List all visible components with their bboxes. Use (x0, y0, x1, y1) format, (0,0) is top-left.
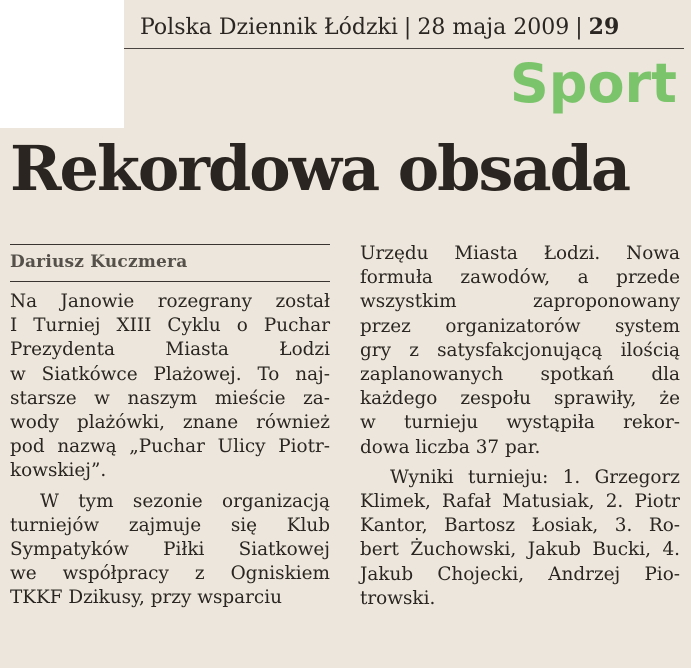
text-line: gry z satysfakcjonującą ilością (360, 339, 680, 361)
text-line: I Turniej XIII Cyklu o Puchar (10, 315, 330, 337)
page-number: 29 (588, 14, 620, 40)
text-line: przez organizatorów system (360, 315, 680, 337)
text-line: zaplanowanych spotkań dla (360, 364, 680, 386)
text-line: w Siatkówce Plażowej. To naj- (10, 363, 330, 385)
text-line: wody plażówki, znane również (10, 412, 330, 434)
text-line: Sympatyków Piłki Siatkowej (10, 539, 330, 561)
text-line: TKKF Dzikusy, przy wsparciu (10, 587, 282, 609)
text-line: Urzędu Miasta Łodzi. Nowa (360, 243, 680, 264)
text-line: turniejów zajmuje się Klub (10, 514, 330, 536)
issue-date: 28 maja 2009 (417, 15, 570, 40)
text-line: wszystkim zaproponowany (360, 291, 680, 313)
article-column-2 (360, 242, 680, 611)
newspaper-header (140, 14, 619, 40)
section-label: Sport (509, 52, 677, 115)
paragraph (360, 466, 680, 611)
byline-rule-top (10, 244, 330, 245)
paragraph (10, 290, 330, 484)
text-line: w turnieju wystąpiła rekor- (360, 412, 680, 434)
text-line: starsze w naszym mieście za- (10, 387, 330, 409)
header-separator: | (403, 15, 412, 40)
text-line: formuła zawodów, a przede (360, 267, 680, 289)
article-headline: Rekordowa obsada (10, 132, 630, 205)
author-byline: Dariusz Kuczmera (10, 252, 188, 272)
text-line: Na Janowie rozegrany został (10, 291, 330, 312)
paragraph (10, 490, 330, 611)
text-line: dowa liczba 37 par. (360, 436, 541, 458)
text-line: Klimek, Rafał Matusiak, 2. Piotr (360, 491, 680, 513)
text-line: Prezydenta Miasta Łodzi (10, 339, 330, 361)
newspaper-name: Polska Dziennik Łódzki (140, 15, 398, 40)
text-line: Jakub Chojecki, Andrzej Pio- (360, 563, 680, 585)
text-line: we współpracy z Ogniskiem (10, 563, 330, 585)
text-line: W tym sezonie organizacją (40, 490, 330, 512)
text-line: trowski. (360, 587, 436, 609)
header-separator: | (575, 15, 583, 40)
byline-rule-bottom (10, 281, 330, 282)
text-line: kowskiej”. (10, 460, 107, 482)
text-line: Wyniki turnieju: 1. Grzegorz (390, 466, 680, 488)
header-rule (124, 48, 684, 49)
text-line: Kantor, Bartosz Łosiak, 3. Ro- (360, 515, 680, 537)
text-line: każdego zespołu sprawiły, że (360, 388, 680, 410)
text-line: pod nazwą „Puchar Ulicy Piotr- (10, 436, 330, 458)
paragraph (360, 242, 680, 460)
text-line: bert Żuchowski, Jakub Bucki, 4. (360, 539, 680, 561)
article-column-1 (10, 290, 330, 611)
